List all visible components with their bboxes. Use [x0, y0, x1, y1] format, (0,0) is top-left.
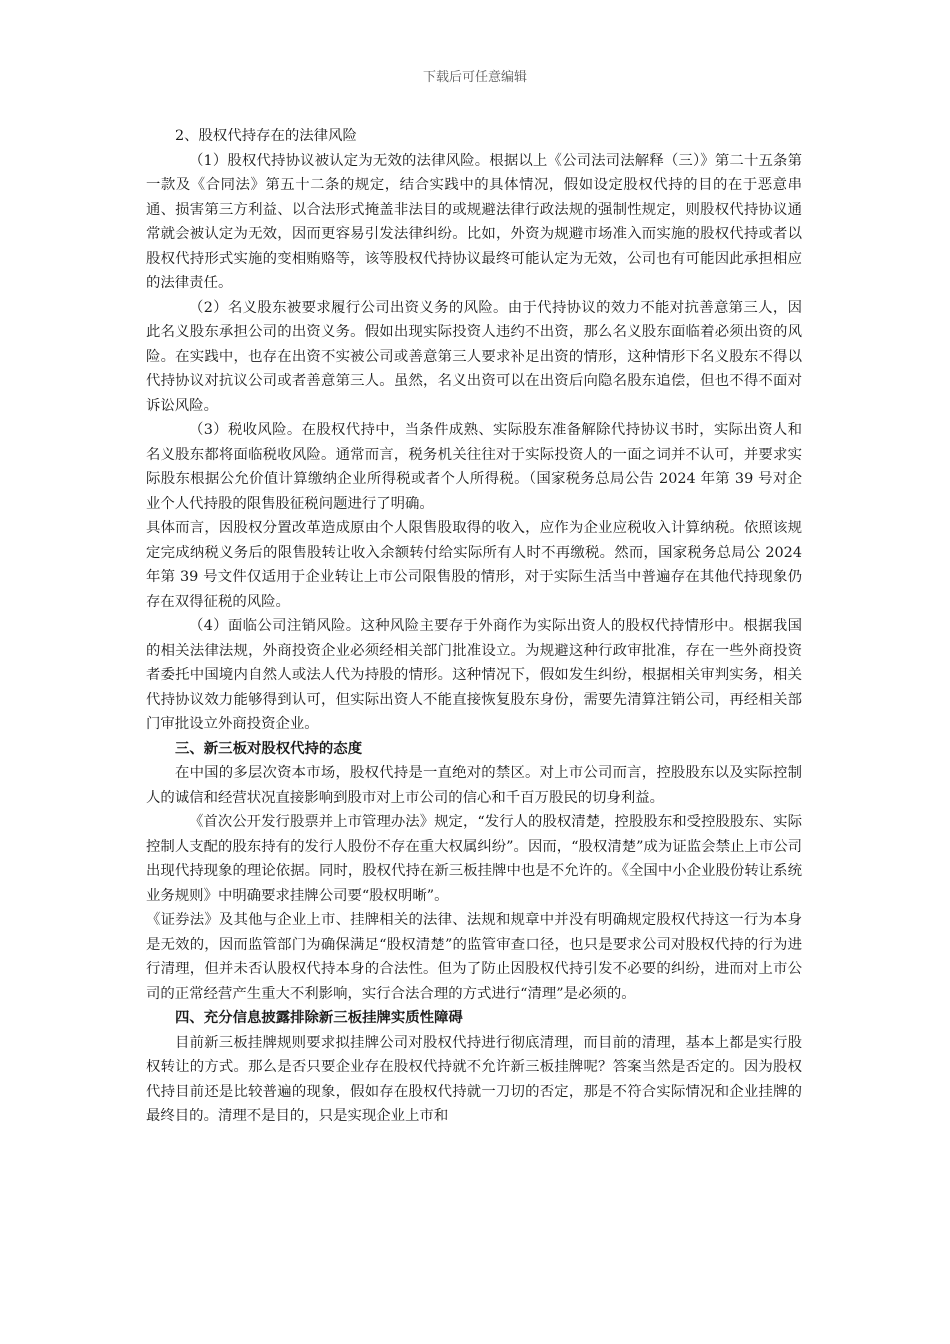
paragraph-tax-risk: （3）税收风险。在股权代持中，当条件成熟、实际股东准备解除代持协议书时，实际出资人和名义股东都将面临税收风险。通常而言，税务机关往往对于实际投资人的一面之词并不认可，并要求实际股东根据公允价值计算缴纳企业所得税或者个人所得税。（国家税务总局公告 2024 年第 39 号对企业个人代持股的限售股征税问题进行了明确。	[146, 422, 802, 512]
section-heading-legal-risks: 2、股权代持存在的法律风险	[175, 128, 357, 144]
paragraph-ipo-rules: 《首次公开发行股票并上市管理办法》规定，“发行人的股权清楚，控股股东和受控股股东、实际控制人支配的股东持有的发行人股份不存在重大权属纠纷”。因而，“股权清楚”成为证监会禁止上市公司出现代持现象的理论依据。同时，股权代持在新三板挂牌中也是不允许的。《全国中小企业股份转让系统业务规则》中明确要求挂牌公司要“股权明晰”。	[146, 814, 802, 904]
paragraph-capital-market: 在中国的多层次资本市场，股权代持是一直绝对的禁区。对上市公司而言，控股股东以及实际控制人的诚信和经营状况直接影响到股市对上市公司的信心和千百万股民的切身利益。	[146, 765, 802, 806]
paragraph-invalid-agreement-risk: （1）股权代持协议被认定为无效的法律风险。根据以上《公司法司法解释（三）》第二十五条第一款及《合同法》第五十二条的规定，结合实践中的具体情况，假如设定股权代持的目的在于恶意串通、损害第三方利益、以合法形式掩盖非法目的或规避法律行政法规的强制性规定，则股权代持协议通常就会被认定为无效，因而更容易引发法律纠纷。比如，外资为规避市场准入而实施的股权代持或者以股权代持形式实施的变相贿赂等，该等股权代持协议最终可能认定为无效，公司也有可能因此承担相应的法律责任。	[146, 152, 802, 291]
page-header: 下载后可任意编辑	[422, 70, 527, 85]
paragraph-securities-law: 《证券法》及其他与企业上市、挂牌相关的法律、法规和规章中并没有明确规定股权代持这一行为本身是无效的，因而监管部门为确保满足“股权清楚”的监管审查口径，也只是要求公司对股权代持的行为进行清理，但并未否认股权代持本身的合法性。但为了防止因股权代持引发不必要的纠纷，进而对上市公司的正常经营产生重大不利影响，实行合法合理的方式进行“清理”是必须的。	[146, 912, 802, 1002]
section-heading-disclosure: 四、充分信息披露排除新三板挂牌实质性障碍	[175, 1009, 463, 1026]
section-heading-neeq-attitude: 三、新三板对股权代持的态度	[175, 739, 363, 757]
paragraph-nominal-shareholder-risk: （2）名义股东被要求履行公司出资义务的风险。由于代持协议的效力不能对抗善意第三人，因此名义股东承担公司的出资义务。假如出现实际投资人违约不出资，那么名义股东面临着必须出资的风险。在实践中，也存在出资不实被公司或善意第三人要求补足出资的情形，这种情形下名义股东不得以代持协议对抗议公司或者善意第三人。虽然，名义出资可以在出资后向隐名股东追偿，但也不得不面对诉讼风险。	[146, 299, 802, 414]
paragraph-listing-rules: 目前新三板挂牌规则要求拟挂牌公司对股权代持进行彻底清理，而目前的清理，基本上都是实行股权转让的方式。那么是否只要企业存在股权代持就不允许新三板挂牌呢？答案当然是否定的。因为股权代持目前还是比较普遍的现象，假如存在股权代持就一刀切的否定，那是不符合实际情况和企业挂牌的最终目的。清理不是目的，只是实现企业上市和	[146, 1034, 802, 1124]
paragraph-tax-risk-continued: 具体而言，因股权分置改革造成原由个人限售股取得的收入，应作为企业应税收入计算纳税。依照该规定完成纳税义务后的限售股转让收入余额转付给实际所有人时不再缴税。然而，国家税务总局公 2024 年第 39 号文件仅适用于企业转让上市公司限售股的情形，对于实际生活当中普遍存在其他代持现象仍存在双得征税的风险。	[146, 520, 802, 610]
document-body	[146, 124, 802, 1129]
paragraph-deregistration-risk: （4）面临公司注销风险。这种风险主要存于外商作为实际出资人的股权代持情形中。根据我国的相关法律法规，外商投资企业必须经相关部门批准设立。为规避这种行政审批准，存在一些外商投资者委托中国境内自然人或法人代为持股的情形。这种情况下，假如发生纠纷，根据相关审判实务，相关代持协议效力能够得到认可，但实际出资人不能直接恢复股东身份，需要先清算注销公司，再经相关部门审批设立外商投资企业。	[146, 618, 802, 732]
